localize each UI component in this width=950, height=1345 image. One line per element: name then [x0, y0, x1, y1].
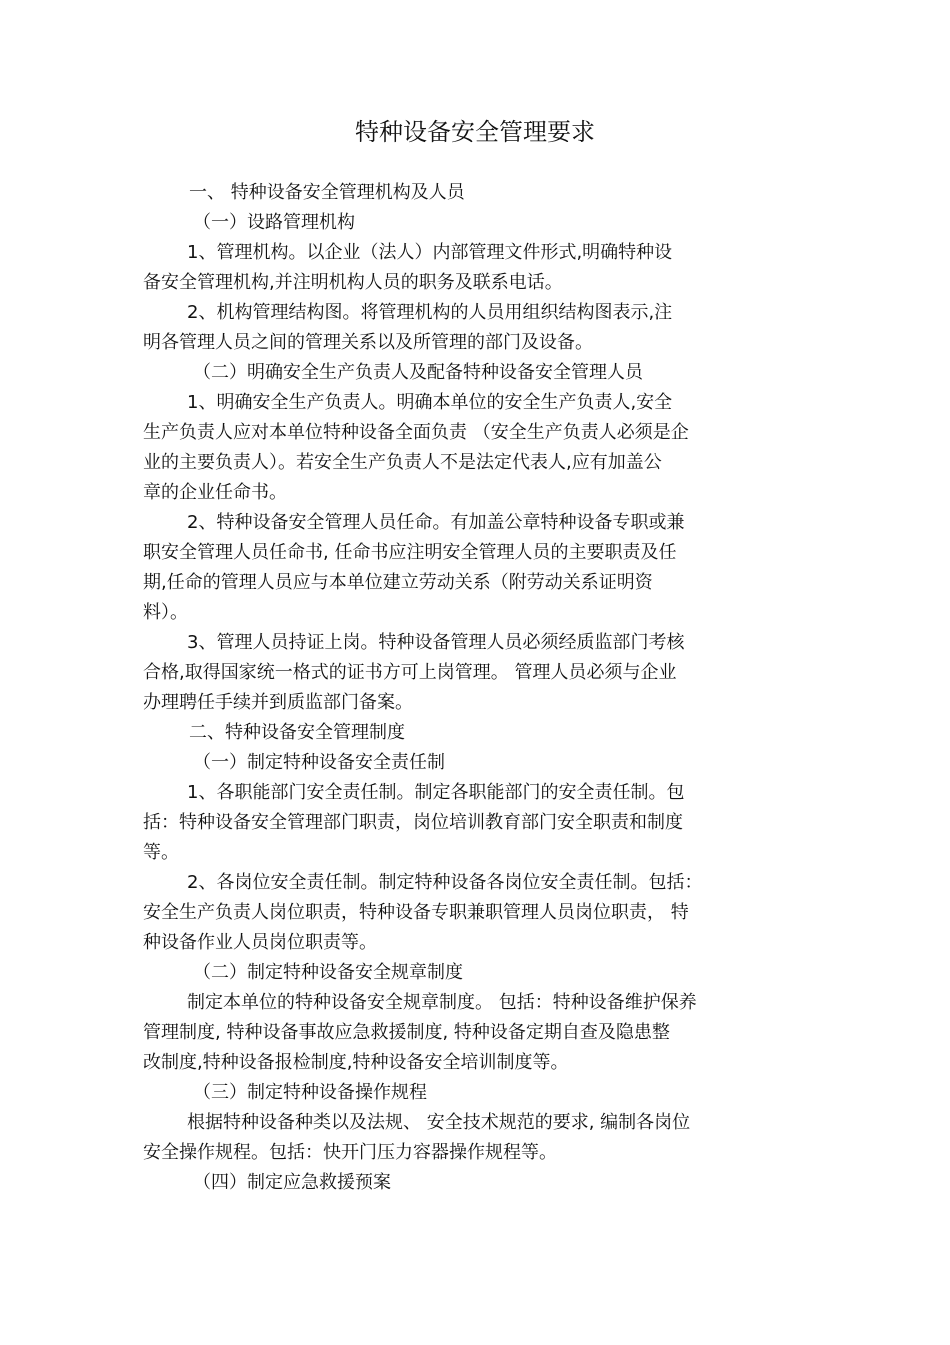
text-line: 根据特种设备种类以及法规、 安全技术规范的要求, 编制各岗位 [187, 1112, 691, 1133]
text-line: 生产负责人应对本单位特种设备全面负责 （安全生产负责人必须是企 [143, 422, 689, 443]
text-line: 3、管理人员持证上岗。特种设备管理人员必须经质监部门考核 [187, 632, 685, 653]
text-line: 业的主要负责人）。若安全生产负责人不是法定代表人,应有加盖公 [143, 452, 662, 473]
text-line: 明各管理人员之间的管理关系以及所管理的部门及设备。 [143, 332, 593, 353]
text-line: 职安全管理人员任命书, 任命书应注明安全管理人员的主要职责及任 [143, 542, 677, 563]
text-line: 1、各职能部门安全责任制。制定各职能部门的安全责任制。包 [187, 782, 685, 803]
text-line: 二、特种设备安全管理制度 [189, 722, 405, 743]
text-line: 安全操作规程。包括：快开门压力容器操作规程等。 [143, 1142, 557, 1163]
text-line: 2、各岗位安全责任制。制定特种设备各岗位安全责任制。包括： [187, 872, 703, 893]
text-line: （二）明确安全生产负责人及配备特种设备安全管理人员 [193, 362, 643, 383]
text-line: 管理制度, 特种设备事故应急救援制度, 特种设备定期自查及隐患整 [143, 1022, 670, 1043]
text-line: 括：特种设备安全管理部门职责，岗位培训教育部门安全职责和制度 [143, 812, 683, 833]
text-line: 1、明确安全生产负责人。明确本单位的安全生产负责人,安全 [187, 392, 673, 413]
text-line: 办理聘任手续并到质监部门备案。 [143, 692, 413, 713]
text-line: 合格,取得国家统一格式的证书方可上岗管理。 管理人员必须与企业 [143, 662, 677, 683]
text-line: 1、管理机构。以企业（法人）内部管理文件形式,明确特种设 [187, 242, 673, 263]
text-line: （一）设路管理机构 [193, 212, 355, 233]
text-line: 期,任命的管理人员应与本单位建立劳动关系（附劳动关系证明资 [143, 572, 653, 593]
text-line: 种设备作业人员岗位职责等。 [143, 932, 377, 953]
text-line: 等。 [143, 842, 179, 863]
text-line: 料）。 [143, 602, 188, 623]
text-line: （二）制定特种设备安全规章制度 [193, 962, 463, 983]
text-line: （三）制定特种设备操作规程 [193, 1082, 427, 1103]
text-line: 一、 特种设备安全管理机构及人员 [189, 182, 465, 203]
text-line: 改制度,特种设备报检制度,特种设备安全培训制度等。 [143, 1052, 569, 1073]
text-line: 2、特种设备安全管理人员任命。有加盖公章特种设备专职或兼 [187, 512, 685, 533]
document-title: 特种设备安全管理要求 [355, 118, 595, 146]
text-line: 章的企业任命书。 [143, 482, 287, 503]
text-line: 2、机构管理结构图。将管理机构的人员用组织结构图表示,注 [187, 302, 673, 323]
text-line: （一）制定特种设备安全责任制 [193, 752, 445, 773]
text-line: 制定本单位的特种设备安全规章制度。 包括：特种设备维护保养 [187, 992, 697, 1013]
text-line: 备安全管理机构,并注明机构人员的职务及联系电话。 [143, 272, 563, 293]
document-body [143, 178, 803, 1198]
text-line: （四）制定应急救援预案 [193, 1172, 391, 1193]
text-line: 安全生产负责人岗位职责，特种设备专职兼职管理人员岗位职责， 特 [143, 902, 689, 923]
